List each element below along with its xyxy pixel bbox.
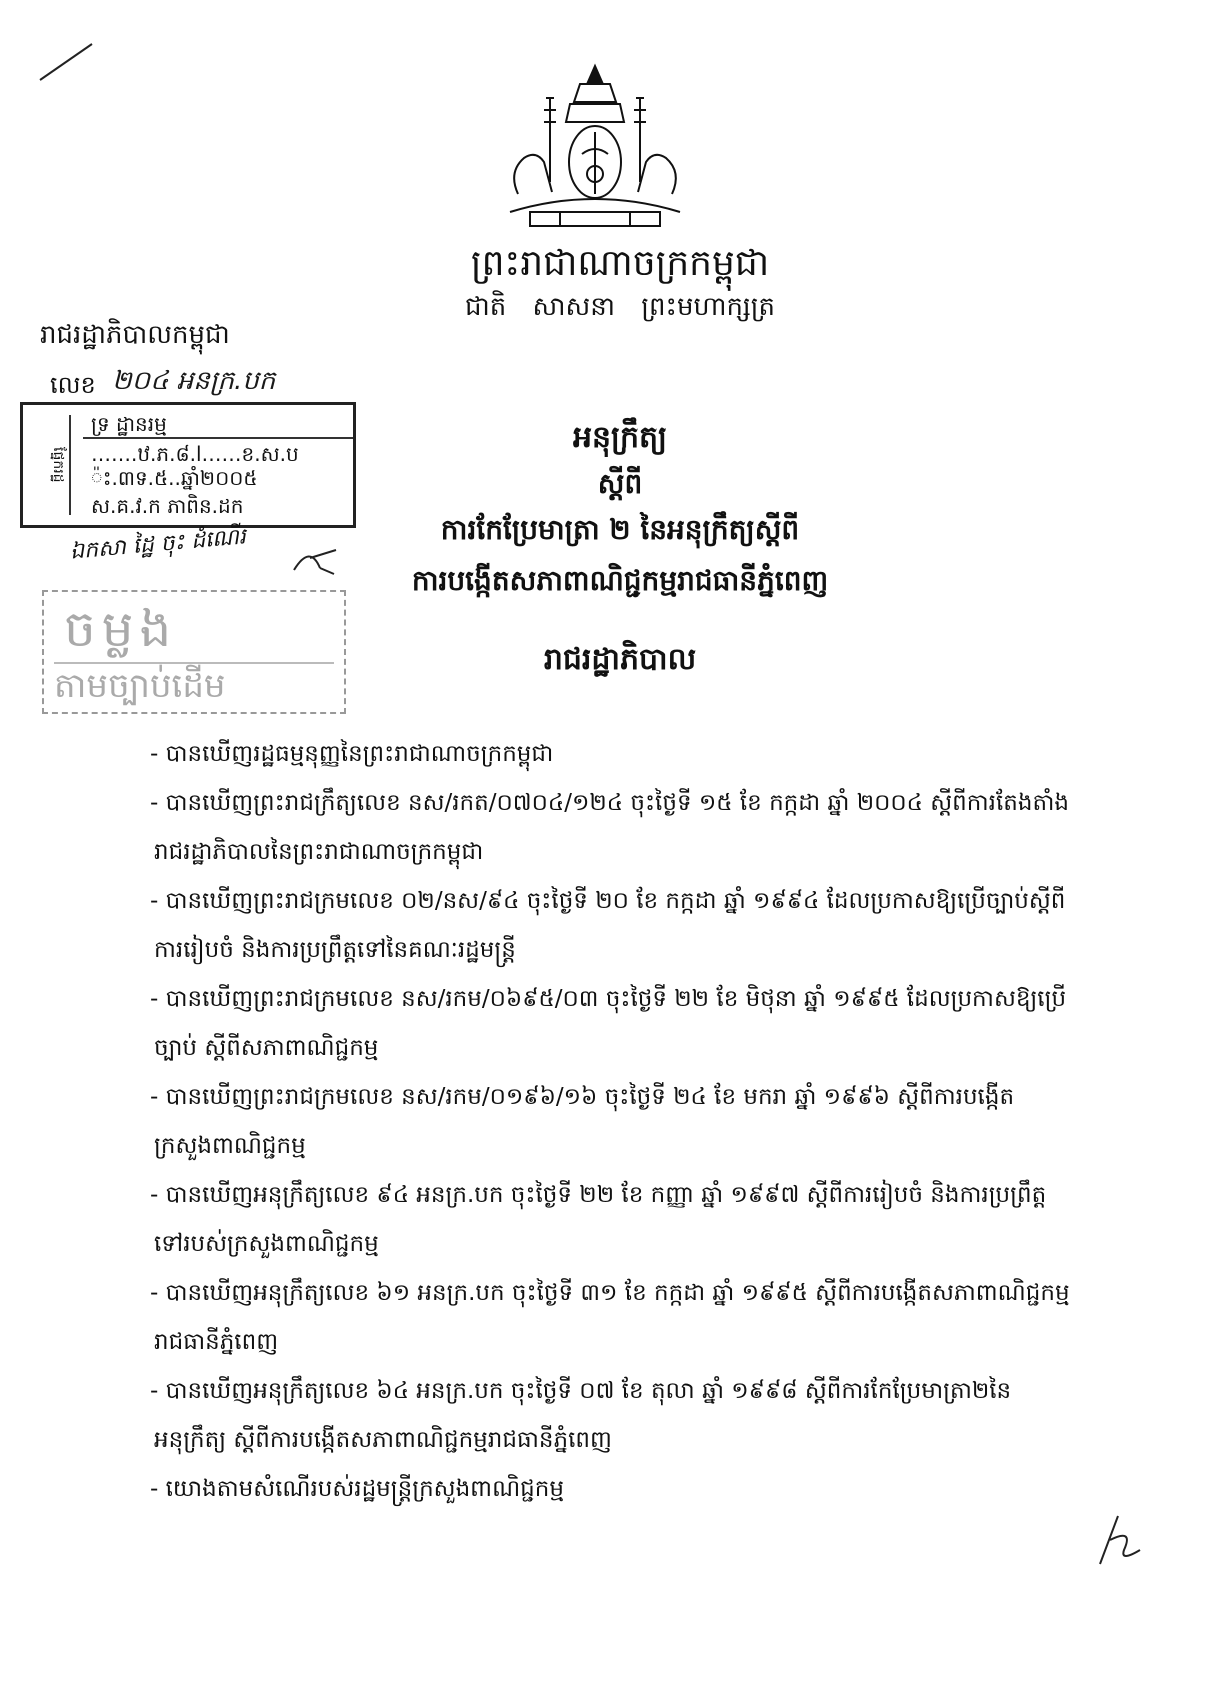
national-motto: ជាតិ សាសនា ព្រះមហាក្សត្រ [465,292,775,322]
received-stamp-side-label: ផ្នែករដ្ឋ [31,415,71,515]
initial-mark-icon [1090,1510,1150,1570]
received-stamp-row: ទ្រ ដ្ឋានរម្ម [91,412,167,436]
consideration-item: - បានឃើញព្រះរាជក្រមលេខ នស/រកម/០១៩៦/១៦ ចុះថ្ងៃទី ២៤ ខែ មករា ឆ្នាំ ១៩៩៦ ស្តីពីការបង្កើត ក្រសួងពាណិជ្ជកម្ម [150,1084,1015,1159]
consideration-item: - បានឃើញព្រះរាជក្រមលេខ ០២/នស/៩៤ ចុះថ្ងៃទី ២០ ខែ កក្កដា ឆ្នាំ ១៩៩៤ ដែលប្រកាសឱ្យប្រើច្បាប់ស្តីពី ការរៀបចំ និងការប្រព្រឹត្តទៅនៃគណៈរដ្ឋមន្ត្រី [150,888,1066,963]
consideration-item: - យោងតាមសំណើរបស់រដ្ឋមន្ត្រីក្រសួងពាណិជ្ជកម្ម [150,1476,564,1502]
handwritten-note: ឯកសា ដ្ឋៃ ចុះ ដំណើរ [69,524,247,565]
document-type: អនុក្រឹត្យ [572,420,668,455]
document-number-value: ២០៤ អនក្រ.បក [112,366,276,396]
slash-mark-icon [36,40,96,85]
consideration-item: - បានឃើញអនុក្រឹត្យលេខ ៦១ អនក្រ.បក ចុះថ្ងៃទី ៣១ ខែ កក្កដា ឆ្នាំ ១៩៩៥ ស្តីពីការបង្កើតសភាពាណិជ្ជកម្ម រាជធានីភ្នំពេញ [150,1280,1070,1355]
received-stamp-row: ៉ះ.៣ទ.៥..ឆ្នាំ២០០៥ [91,466,258,490]
kingdom-title: ព្រះរាជាណាចក្រកម្ពុជា [470,243,770,284]
issuing-authority: រាជរដ្ឋាភិបាលកម្ពុជា [40,320,230,350]
certified-copy-stamp [42,590,346,714]
document-number-label: លេខ [50,371,96,399]
royal-coat-of-arms-icon [490,62,700,232]
received-stamp-row: …….ឋ.ភ.៨.l……ខ.ស.ប [91,442,299,466]
received-stamp [20,402,356,528]
consideration-item: - បានឃើញព្រះរាជក្រមលេខ នស/រកម/០៦៩៥/០៣ ចុះថ្ងៃទី ២២ ខែ មិថុនា ឆ្នាំ ១៩៩៥ ដែលប្រកាសឱ្យប្រើ ច្បាប់ ស្តីពីសភាពាណិជ្ជកម្ម [150,986,1067,1061]
certified-copy-stamp-top: ចម្លង [64,600,178,658]
consideration-item: - បានឃើញអនុក្រឹត្យលេខ ៩៤ អនក្រ.បក ចុះថ្ងៃទី ២២ ខែ កញ្ញា ឆ្នាំ ១៩៩៧ ស្តីពីការរៀបចំ និងការប្រព្រឹត្ត ទៅរបស់ក្រសួងពាណិជ្ជកម្ម [150,1182,1047,1257]
consideration-item: - បានឃើញអនុក្រឹត្យលេខ ៦៤ អនក្រ.បក ចុះថ្ងៃទី ០៧ ខែ តុលា ឆ្នាំ ១៩៩៨ ស្តីពីការកែប្រែមាត្រា២នៃ អនុក្រឹត្យ ស្តីពីការបង្កើតសភាពាណិជ្ជកម្មរាជធានីភ្នំពេញ [150,1378,1012,1453]
consideration-item: - បានឃើញរដ្ឋធម្មនុញ្ញនៃព្រះរាជាណាចក្រកម្ពុជា [150,741,554,767]
document-subject-line2: ការបង្កើតសភាពាណិជ្ជកម្មរាជធានីភ្នំពេញ [411,564,829,597]
received-stamp-row: ស.គ.វ.ក ភាពិន.ដក [91,494,244,518]
considerations-list [150,730,1110,1514]
consideration-item: - បានឃើញព្រះរាជក្រឹត្យលេខ នស/រកត/០៧០៤/១២៤ ចុះថ្ងៃទី ១៥ ខែ កក្កដា ឆ្នាំ ២០០៤ ស្តីពីការតែងតាំង រាជរដ្ឋាភិបាលនៃព្រះរាជាណាចក្រកម្ពុជា [150,790,1069,865]
certified-copy-stamp-bottom: តាមច្បាប់ដើម [54,662,334,714]
document-about: ស្តីពី [597,467,643,500]
document-subject-line1: ការកែប្រែមាត្រា ២ នៃអនុក្រឹត្យស្តីពី [440,513,800,546]
enacting-authority: រាជរដ្ឋាភិបាល [543,642,697,677]
